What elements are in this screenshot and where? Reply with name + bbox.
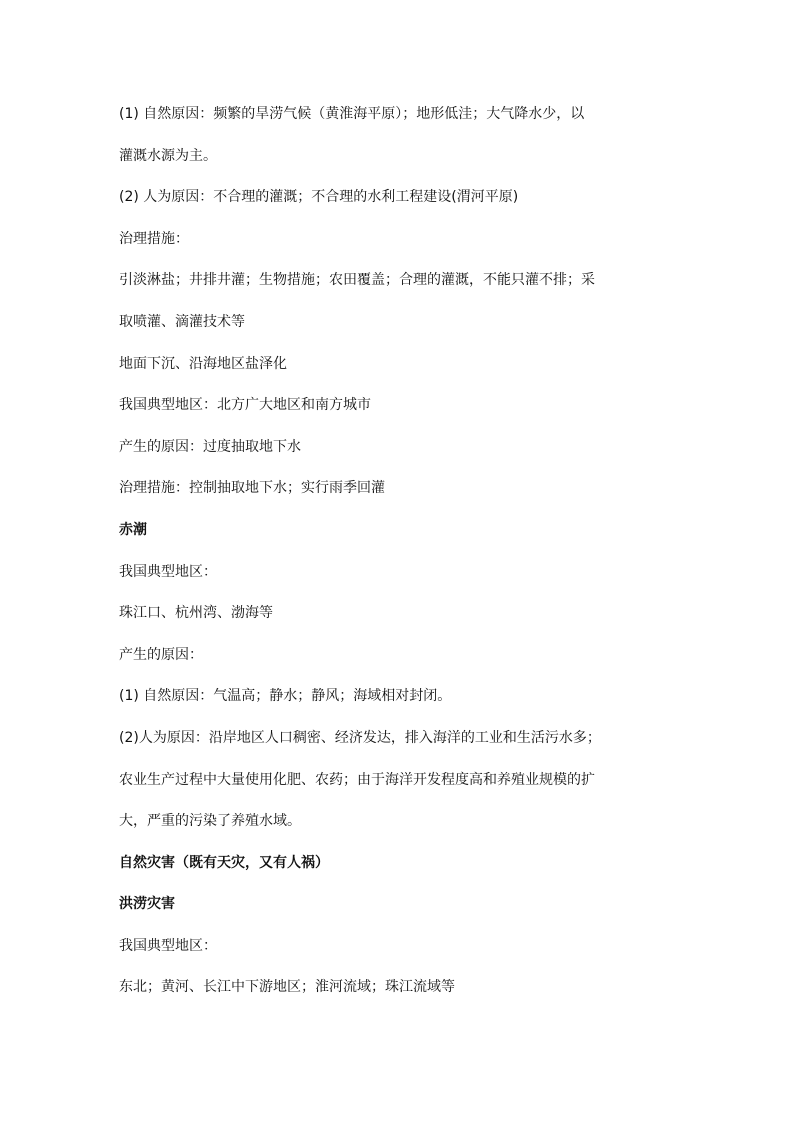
section-heading: 自然灾害（既有天灾，又有人祸） (119, 854, 329, 871)
text-line: 产生的原因：过度抽取地下水 (119, 438, 301, 455)
text-line: 我国典型地区： (119, 937, 217, 954)
text-line: 灌溉水源为主。 (119, 147, 217, 164)
text-line: 取喷灌、滴灌技术等 (119, 313, 245, 330)
document-body (119, 104, 679, 1019)
text-line: 治理措施： (119, 230, 189, 247)
text-line: 地面下沉、沿海地区盐泽化 (119, 355, 287, 372)
text-line: 珠江口、杭州湾、渤海等 (119, 605, 273, 622)
text-line: 大，严重的污染了养殖水域。 (119, 813, 301, 830)
text-line: (2) 人为原因：不合理的灌溉；不合理的水利工程建设(渭河平原) (119, 189, 519, 206)
text-line: 农业生产过程中大量使用化肥、农药；由于海洋开发程度高和养殖业规模的扩 (119, 771, 595, 788)
text-line: 我国典型地区： (119, 563, 217, 580)
text-line: (1) 自然原因：气温高；静水；静风；海域相对封闭。 (119, 688, 452, 705)
text-line: 引淡淋盐；井排井灌；生物措施；农田覆盖；合理的灌溉，不能只灌不排；采 (119, 272, 595, 289)
text-line: 我国典型地区：北方广大地区和南方城市 (119, 397, 371, 414)
section-heading: 洪涝灾害 (119, 896, 175, 913)
text-line: 治理措施：控制抽取地下水；实行雨季回灌 (119, 480, 385, 497)
text-line: (2)人为原因：沿岸地区人口稠密、经济发达，排入海洋的工业和生活污水多； (119, 729, 601, 746)
text-line: 产生的原因： (119, 646, 203, 663)
section-heading: 赤潮 (119, 521, 147, 538)
text-line: 东北；黄河、长江中下游地区；淮河流域；珠江流域等 (119, 979, 455, 996)
text-line: (1) 自然原因：频繁的旱涝气候（黄淮海平原）；地形低洼；大气降水少，以 (119, 106, 585, 122)
